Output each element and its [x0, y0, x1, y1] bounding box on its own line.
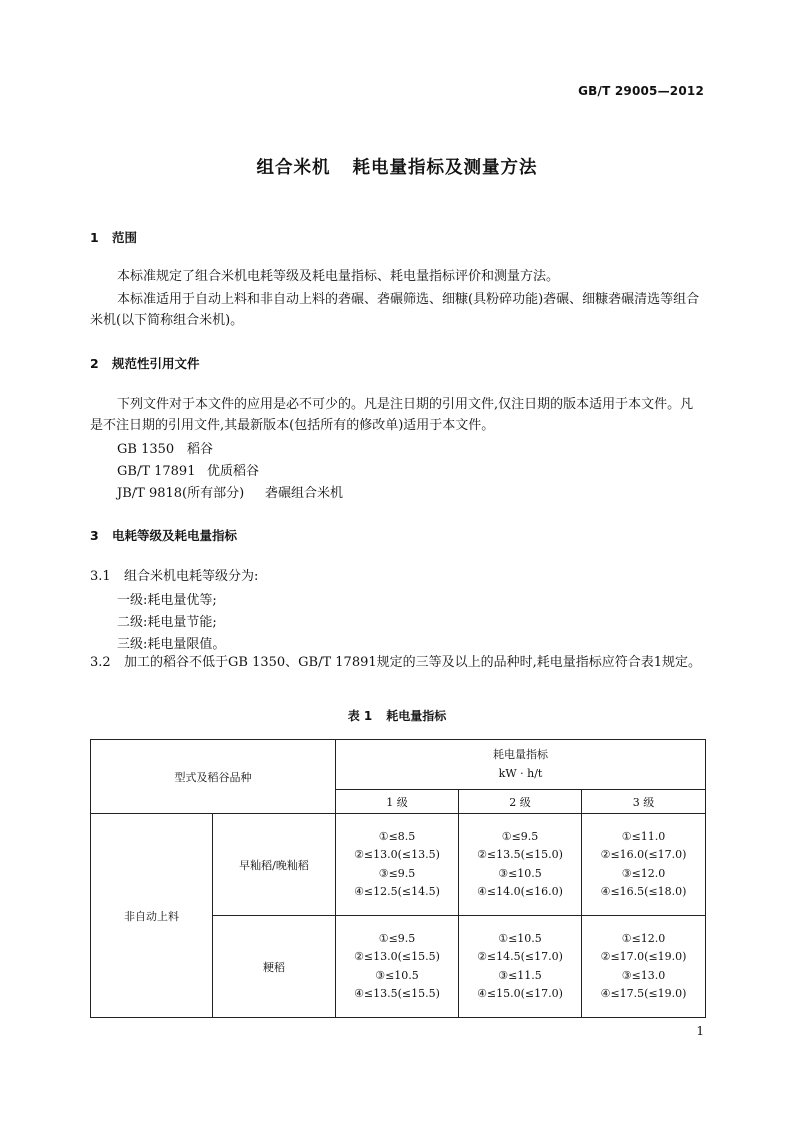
clause-number: 3.1	[90, 569, 111, 584]
scope-paragraph-2: 本标准适用于自动上料和非自动上料的砻碾、砻碾筛选、细糠(具粉碎功能)砻碾、细糠砻碾清选等组合米机(以下简称组合米机)。	[90, 292, 700, 328]
grade-header: 2 级	[459, 790, 582, 814]
table-cell	[459, 814, 582, 916]
value-line: ④≤14.0(≤16.0)	[477, 885, 563, 898]
clause-number: 3.2	[90, 655, 111, 670]
group-label: 非自动上料	[91, 814, 213, 1018]
table-cell	[459, 916, 582, 1018]
section-number: 3	[90, 528, 99, 543]
value-line: ②≤13.5(≤15.0)	[477, 848, 563, 861]
section-2-heading	[90, 354, 200, 372]
value-line: ④≤15.0(≤17.0)	[477, 987, 563, 1000]
scope-paragraph-1: 本标准规定了组合米机电耗等级及耗电量指标、耗电量指标评价和测量方法。	[117, 269, 560, 284]
value-line: ③≤13.0	[621, 968, 666, 982]
ref-name: 优质稻谷	[207, 464, 260, 479]
section-title: 电耗等级及耗电量指标	[112, 528, 238, 543]
ref-name: 稻谷	[187, 442, 214, 457]
ref-code: GB/T 17891	[117, 464, 196, 479]
metric-unit: kW · h/t	[498, 766, 543, 780]
title-part-2: 耗电量指标及测量方法	[352, 158, 538, 178]
clause-3-2	[90, 652, 706, 673]
table-cell	[336, 916, 459, 1018]
table-caption	[0, 707, 794, 724]
section-3-heading	[90, 526, 237, 544]
metric-name: 耗电量指标	[493, 748, 549, 761]
value-line: ①≤8.5	[378, 829, 416, 843]
value-line: ②≤17.0(≤19.0)	[600, 950, 687, 963]
value-line: ③≤9.5	[378, 866, 416, 880]
value-line: ④≤16.5(≤18.0)	[600, 885, 687, 898]
value-line: ④≤12.5(≤14.5)	[354, 885, 440, 898]
page-number: 1	[696, 1024, 704, 1038]
section-number: 1	[90, 230, 99, 245]
section-title: 范围	[112, 230, 138, 245]
value-line: ③≤10.5	[375, 968, 419, 982]
table-title: 耗电量指标	[386, 709, 447, 723]
value-line: ①≤10.5	[498, 931, 542, 945]
ref-code: JB/T 9818(所有部分)	[117, 486, 245, 501]
metric-header	[336, 740, 706, 790]
value-line: ①≤9.5	[378, 931, 416, 945]
variety-label: 粳稻	[213, 916, 336, 1018]
table-cell	[582, 814, 706, 916]
table-cell	[336, 814, 459, 916]
value-line: ②≤13.0(≤13.5)	[354, 848, 440, 861]
value-line: ③≤12.0	[621, 866, 666, 880]
value-line: ②≤13.0(≤15.5)	[354, 950, 440, 963]
value-line: ③≤11.5	[498, 968, 542, 982]
grade-header: 1 级	[336, 790, 459, 814]
ref-code: GB 1350	[117, 442, 175, 457]
clause-3-1	[90, 566, 706, 587]
value-line: ④≤13.5(≤15.5)	[354, 987, 440, 1000]
section-1-heading	[90, 228, 137, 246]
level-item: 二级:耗电量节能;	[117, 615, 217, 630]
grade-header: 3 级	[582, 790, 706, 814]
ref-name: 砻碾组合米机	[265, 486, 344, 501]
variety-label: 早籼稻/晚籼稻	[213, 814, 336, 916]
value-line: ③≤10.5	[498, 866, 542, 880]
table-cell	[582, 916, 706, 1018]
refs-intro: 下列文件对于本文件的应用是必不可少的。凡是注日期的引用文件,仅注日期的版本适用于本文件。凡是不注日期的引用文件,其最新版本(包括所有的修改单)适用于本文件。	[90, 397, 694, 433]
ref-item	[117, 460, 259, 479]
title-part-1: 组合米机	[256, 158, 331, 178]
power-consumption-table	[90, 739, 706, 1018]
value-line: ①≤9.5	[501, 829, 539, 843]
value-line: ②≤14.5(≤17.0)	[477, 950, 563, 963]
value-line: ①≤12.0	[621, 931, 666, 945]
clause-text: 组合米机电耗等级分为:	[124, 569, 259, 584]
section-title: 规范性引用文件	[112, 356, 200, 371]
clause-text: 加工的稻谷不低于GB 1350、GB/T 17891规定的三等及以上的品种时,耗电量指标应符合表1规定。	[124, 655, 702, 670]
document-title	[0, 154, 794, 179]
level-item: 一级:耗电量优等;	[117, 593, 217, 608]
value-line: ④≤17.5(≤19.0)	[600, 987, 687, 1000]
table-col-header: 型式及稻谷品种	[91, 740, 336, 814]
section-number: 2	[90, 356, 99, 371]
standard-code: GB/T 29005—2012	[578, 84, 704, 98]
level-item: 三级:耗电量限值。	[117, 637, 226, 652]
ref-item	[117, 438, 213, 457]
ref-item	[117, 482, 343, 501]
value-line: ②≤16.0(≤17.0)	[600, 848, 687, 861]
value-line: ①≤11.0	[621, 829, 666, 843]
table-number: 表 1	[347, 709, 373, 723]
